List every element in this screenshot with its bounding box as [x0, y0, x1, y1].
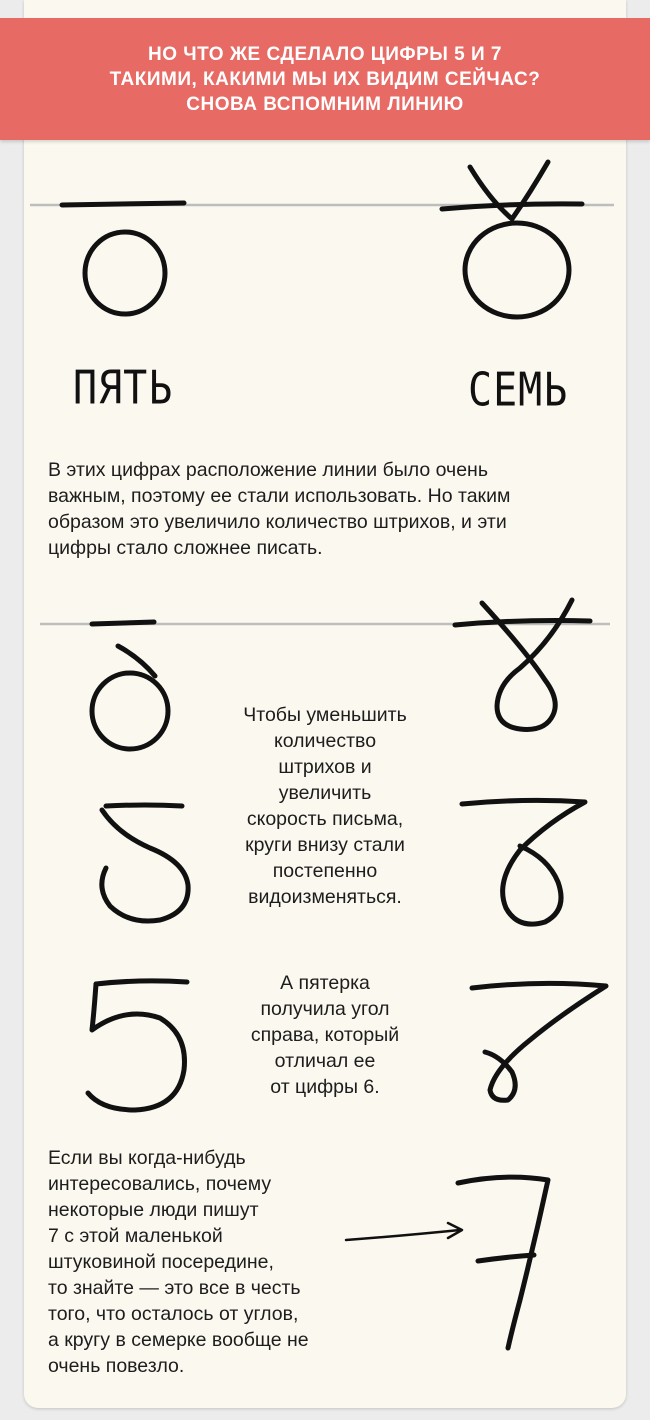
caption-line: штрихов и [278, 756, 372, 778]
digit-five-stage-1 [92, 622, 168, 749]
digit-seven-original [442, 162, 582, 317]
conclusion-line: интересовались, почему [48, 1173, 272, 1195]
digit-seven-stage-3 [472, 983, 606, 1100]
conclusion-line: 7 с этой маленькой [48, 1225, 223, 1247]
digit-seven-stage-2 [462, 800, 585, 924]
caption-line: увеличить [278, 782, 372, 804]
label-seven: СЕМЬ [468, 364, 569, 417]
conclusion-line: то знайте — это все в честь [48, 1277, 301, 1299]
label-five: ПЯТЬ [73, 362, 174, 415]
conclusion-line: штуковиной посередине, [48, 1251, 274, 1273]
caption-line: видоизменяться. [248, 886, 402, 908]
digit-five-stage-2 [102, 805, 188, 921]
conclusion-line: а кругу в семерке вообще не [48, 1329, 309, 1351]
caption-line: круги внизу стали [245, 834, 405, 856]
caption-line: отличал ее [274, 1050, 376, 1072]
caption-line: скорость письма, [246, 808, 404, 830]
intro-line: важным, поэтому ее стали использовать. Но таким [48, 485, 511, 507]
conclusion-paragraph [48, 1145, 348, 1379]
caption-line: получила угол [260, 998, 390, 1020]
caption-line: Чтобы уменьшить [243, 704, 407, 726]
intro-line: образом это увеличило количество штрихов, и эти [48, 511, 507, 533]
conclusion-line: некоторые люди пишут [48, 1199, 259, 1221]
digit-five-original [62, 203, 184, 314]
header-line-1: НО ЧТО ЖЕ СДЕЛАЛО ЦИФРЫ 5 И 7 [148, 43, 502, 65]
intro-paragraph [48, 457, 608, 561]
intro-line: цифры стало сложнее писать. [48, 537, 323, 559]
digit-five-stage-3 [88, 981, 187, 1110]
caption-line: от цифры 6. [270, 1076, 380, 1098]
conclusion-line: Если вы когда-нибудь [48, 1147, 246, 1169]
arrow-icon [346, 1223, 462, 1240]
caption-line: справа, который [250, 1024, 400, 1046]
digit-seven-modern [458, 1177, 548, 1348]
header-line-3: СНОВА ВСПОМНИМ ЛИНИЮ [186, 93, 464, 115]
conclusion-line: очень повезло. [48, 1355, 185, 1377]
caption-line: постепенно [272, 860, 378, 882]
intro-line: В этих цифрах расположение линии было очень [48, 459, 488, 481]
evolution-caption [220, 702, 430, 910]
header-line-2: ТАКИМИ, КАКИМИ МЫ ИХ ВИДИМ СЕЙЧАС? [109, 68, 541, 90]
caption-line: А пятерка [280, 972, 370, 994]
caption-line: количество [273, 730, 377, 752]
conclusion-line: того, что осталось от углов, [48, 1303, 299, 1325]
five-angle-caption [220, 970, 430, 1100]
digit-seven-stage-1 [455, 600, 590, 729]
